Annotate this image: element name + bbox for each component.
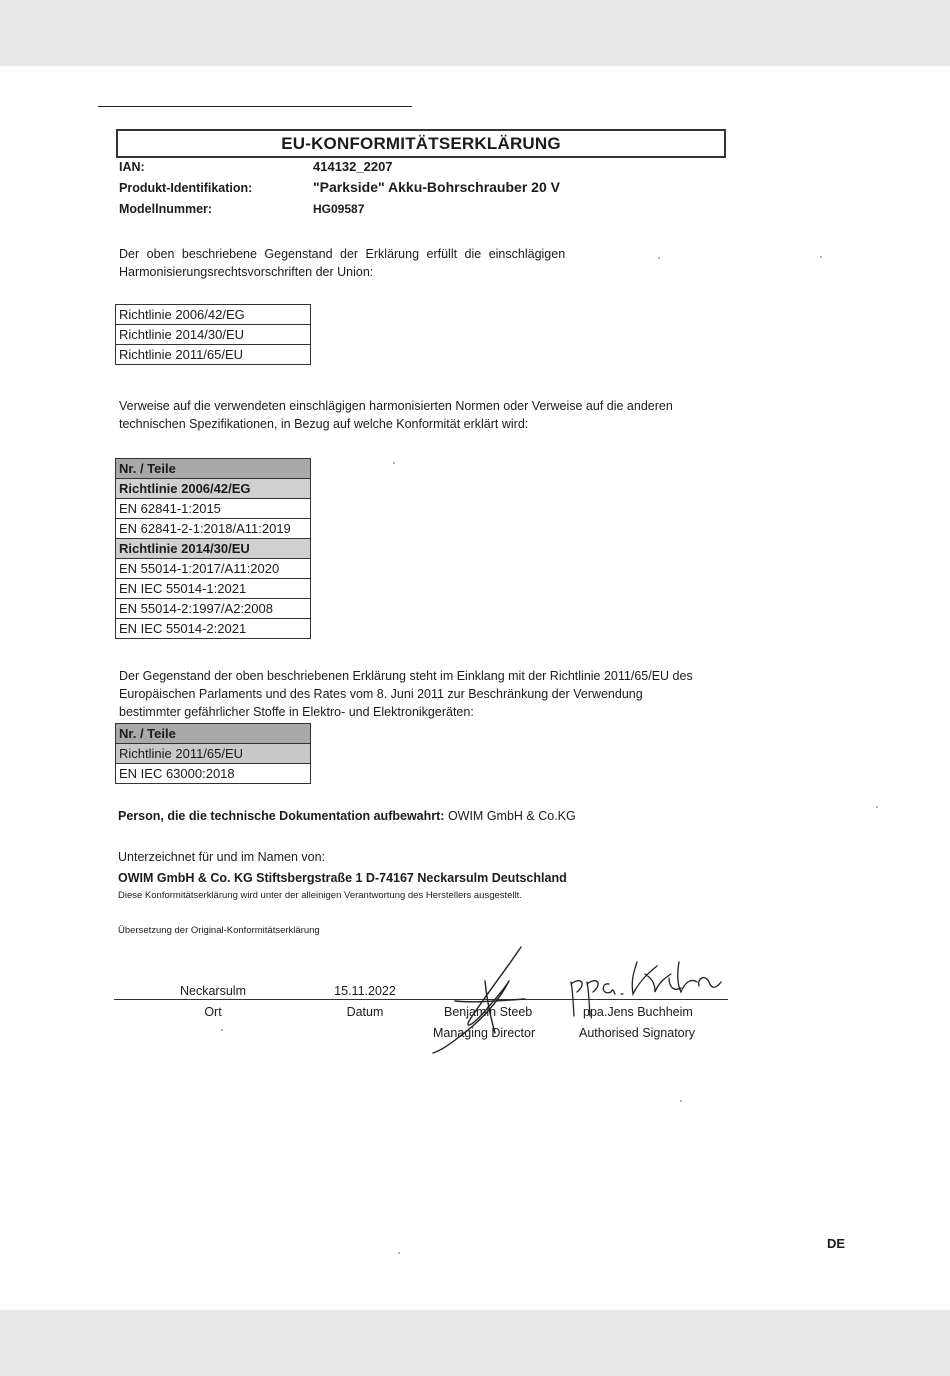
documentation-person-label: Person, die die technische Dokumentation aufbewahrt: bbox=[118, 809, 445, 823]
document-title: EU-KONFORMITÄTSERKLÄRUNG bbox=[116, 129, 726, 158]
directives-table bbox=[115, 304, 311, 365]
model-value: HG09587 bbox=[313, 202, 365, 216]
signature-date: 15.11.2022 bbox=[334, 984, 396, 998]
top-rule bbox=[98, 106, 412, 107]
signed-for: Unterzeichnet für und im Namen von: bbox=[118, 850, 326, 864]
product-value: "Parkside" Akku-Bohrschrauber 20 V bbox=[313, 179, 560, 195]
standard-row: EN 55014-2:1997/A2:2008 bbox=[116, 599, 311, 619]
language-code: DE bbox=[827, 1236, 846, 1251]
standards-header: Nr. / Teile bbox=[116, 459, 311, 479]
directive-row: Richtlinie 2014/30/EU bbox=[116, 325, 311, 345]
standard-row: EN IEC 55014-1:2021 bbox=[116, 579, 311, 599]
standard-row: EN 62841-1:2015 bbox=[116, 499, 311, 519]
model-label: Modellnummer: bbox=[119, 202, 213, 216]
standards-table bbox=[115, 458, 311, 639]
signer-2-role: Authorised Signatory bbox=[579, 1026, 696, 1040]
scan-speck bbox=[398, 1252, 400, 1254]
intro-line-2: Harmonisierungsrechtsvorschriften der Union: bbox=[119, 265, 374, 279]
directive-row: Richtlinie 2006/42/EG bbox=[116, 305, 311, 325]
documentation-person bbox=[118, 807, 576, 826]
standards-group-2: Richtlinie 2014/30/EU bbox=[116, 539, 311, 559]
rohs-line-1: Der Gegenstand der oben beschriebenen Erklärung steht im Einklang mit der Richtlinie 2011/65/EU des bbox=[119, 669, 693, 683]
references-line-2: technischen Spezifikationen, in Bezug auf welche Konformität erklärt wird: bbox=[119, 417, 529, 431]
scan-speck bbox=[820, 256, 822, 258]
intro-line-1: Der oben beschriebene Gegenstand der Erklärung erfüllt die einschlägigen bbox=[119, 247, 566, 261]
rohs-line-3: bestimmter gefährlicher Stoffe in Elektro- und Elektronikgeräten: bbox=[119, 705, 474, 719]
scan-speck bbox=[221, 1029, 223, 1031]
document-page bbox=[0, 66, 950, 1310]
date-label: Datum bbox=[346, 1005, 384, 1019]
rohs-table bbox=[115, 723, 311, 784]
standard-row: EN IEC 55014-2:2021 bbox=[116, 619, 311, 639]
signer-1-name: Benjamin Steeb bbox=[444, 1005, 533, 1019]
signature-1-graphic bbox=[425, 941, 545, 1056]
signature-place: Neckarsulm bbox=[180, 984, 246, 998]
translation-note: Übersetzung der Original-Konformitätserklärung bbox=[118, 925, 320, 936]
company-address: OWIM GmbH & Co. KG Stiftsbergstraße 1 D-74167 Neckarsulm Deutschland bbox=[118, 871, 567, 885]
scan-speck bbox=[658, 257, 660, 259]
scan-speck bbox=[393, 462, 395, 464]
signer-2-name: ppa.Jens Buchheim bbox=[583, 1005, 693, 1019]
signature-2-graphic bbox=[565, 952, 730, 1022]
rohs-line-2: Europäischen Parlaments und des Rates vom 8. Juni 2011 zur Beschränkung der Verwendung bbox=[119, 687, 643, 701]
product-label: Produkt-Identifikation: bbox=[119, 181, 253, 195]
rohs-header: Nr. / Teile bbox=[116, 724, 311, 744]
signer-1-role: Managing Director bbox=[433, 1026, 536, 1040]
standard-row: EN 55014-1:2017/A11:2020 bbox=[116, 559, 311, 579]
place-label: Ort bbox=[204, 1005, 222, 1019]
scan-speck bbox=[876, 806, 878, 808]
responsibility-note: Diese Konformitätserklärung wird unter der alleinigen Verantwortung des Herstellers ausgestellt. bbox=[118, 890, 522, 901]
rohs-group: Richtlinie 2011/65/EU bbox=[116, 744, 311, 764]
references-line-1: Verweise auf die verwendeten einschlägigen harmonisierten Normen oder Verweise auf die anderen bbox=[119, 399, 673, 413]
standards-group-1: Richtlinie 2006/42/EG bbox=[116, 479, 311, 499]
documentation-person-value: OWIM GmbH & Co.KG bbox=[447, 809, 576, 823]
standard-row: EN 62841-2-1:2018/A11:2019 bbox=[116, 519, 311, 539]
ian-value: 414132_2207 bbox=[313, 159, 393, 174]
rohs-row: EN IEC 63000:2018 bbox=[116, 764, 311, 784]
ian-label: IAN: bbox=[119, 160, 145, 174]
directive-row: Richtlinie 2011/65/EU bbox=[116, 345, 311, 365]
scan-speck bbox=[680, 1100, 682, 1102]
